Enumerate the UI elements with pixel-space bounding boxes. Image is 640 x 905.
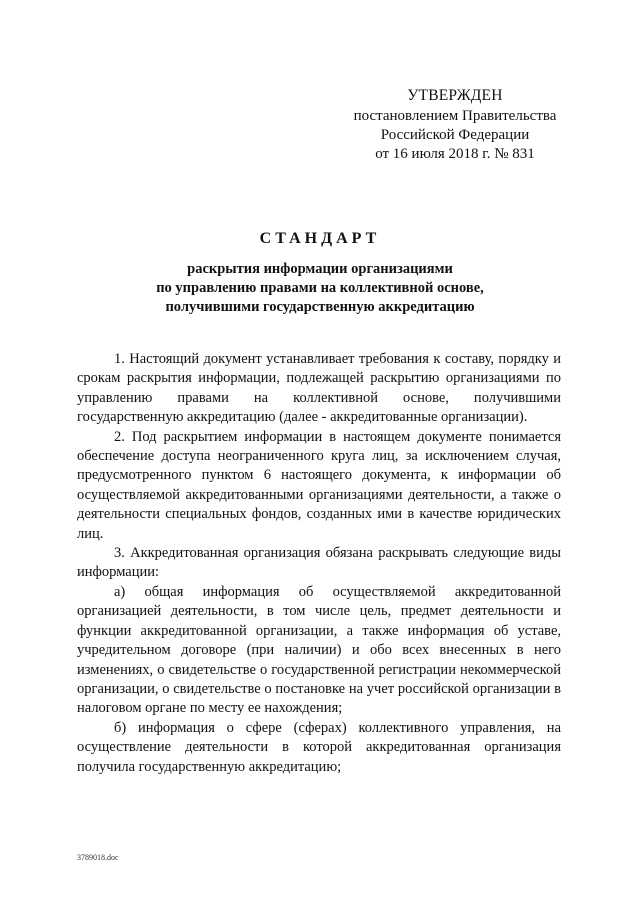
footer-doc-code: 3789018.doc [77,853,119,862]
document-subtitle [120,260,520,317]
paragraph-2: 2. Под раскрытием информации в настоящем документе понимается обеспечение доступа неограниченного круга лиц, за исключением случая, предусмотренного пунктом 6 настоящего документа, к информации об осуществляемой аккредитованными организациями деятельности, а также о деятельности специальных фондов, созданных ими в качестве юридических лиц. [77,428,561,542]
document-body [77,350,561,777]
subtitle-line-2: по управлению правами на коллективной основе, [156,280,484,296]
approval-line-2: Российской Федерации [380,127,530,143]
document-title: СТАНДАРТ [259,230,381,247]
paragraph-3a: а) общая информация об осуществляемой аккредитованной организацией деятельности, в том числе цель, предмет деятельности и функции аккредитованной организации, а также информация об уставе, учредительном договоре (при наличии) и обо всех внесенных в него изменениях, о свидетельстве о государственной регистрации некоммерческой организации, о свидетельстве о постановке на учет российской организации в налоговом органе по месту ее нахождения; [77,583,561,717]
subtitle-line-3: получившими государственную аккредитацию [165,299,475,315]
paragraph-3: 3. Аккредитованная организация обязана раскрывать следующие виды информации: [77,545,561,581]
paragraph-1: 1. Настоящий документ устанавливает требования к составу, порядку и срокам раскрытия информации, подлежащей раскрытию организациями по управлению правами на коллективной основе, получившими государственную аккредитацию (далее - аккредитованные организации). [77,351,561,426]
approval-line-1: постановлением Правительства [353,108,557,124]
approval-block [340,86,570,164]
approved-heading: УТВЕРЖДЕН [407,87,503,104]
approval-line-3: от 16 июля 2018 г. № 831 [375,146,535,162]
paragraph-3b: б) информация о сфере (сферах) коллективного управления, на осуществление деятельности в которой аккредитованная организация получила государственную аккредитацию; [77,719,561,775]
subtitle-line-1: раскрытия информации организациями [187,261,453,277]
